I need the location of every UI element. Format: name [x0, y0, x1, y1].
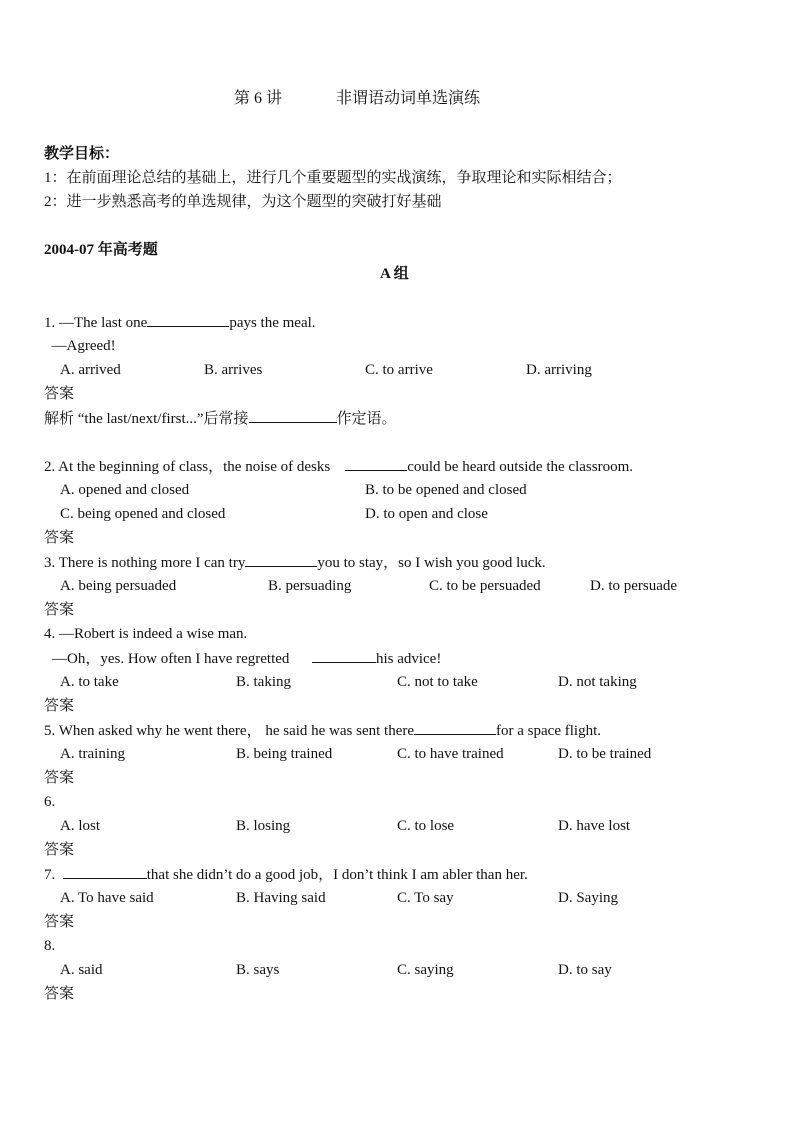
- question-8-stem: 8.: [44, 938, 56, 954]
- q5-stem-end: for a space flight.: [496, 723, 601, 739]
- q1-analysis: [44, 408, 397, 429]
- q3-option-c: C. to be persuaded: [429, 578, 541, 594]
- q6-option-c: C. to lose: [397, 818, 455, 834]
- question-7-stem: [44, 864, 528, 885]
- q3-option-d: D. to persuade: [590, 578, 678, 594]
- q1-blank: [147, 312, 229, 327]
- q2-answer-label: 答案: [44, 530, 75, 546]
- q5-blank: [414, 720, 496, 735]
- q5-stem-start: 5. When asked why he went there， he said he was sent there: [44, 723, 415, 739]
- q2-option-d: D. to open and close: [365, 506, 488, 522]
- q6-option-b: B. losing: [236, 818, 291, 834]
- q2-stem-end: could be heard outside the classroom.: [407, 459, 633, 475]
- q7-stem-end: that she didn’t do a good job，I don’t think I am abler than her.: [146, 867, 528, 883]
- question-4-stem: 4. —Robert is indeed a wise man.: [44, 626, 248, 642]
- q7-option-c: C. To say: [397, 890, 454, 906]
- q2-blank: [345, 456, 407, 471]
- question-4-reply: [52, 648, 441, 669]
- q3-stem-end: you to stay，so I wish you good luck.: [317, 555, 546, 571]
- q1-option-b: B. arrives: [204, 362, 263, 378]
- q7-option-d: D. Saying: [558, 890, 618, 906]
- q4-option-d: D. not taking: [558, 674, 637, 690]
- question-5-stem: [44, 720, 601, 741]
- q1-stem-start: 1. —The last one: [44, 315, 148, 331]
- q7-blank: [63, 864, 147, 879]
- q3-blank: [245, 552, 317, 567]
- q8-option-a: A. said: [60, 962, 103, 978]
- q7-answer-label: 答案: [44, 914, 75, 930]
- q5-option-d: D. to be trained: [558, 746, 652, 762]
- q5-option-b: B. being trained: [236, 746, 333, 762]
- q4-blank: [312, 648, 376, 663]
- q8-option-c: C. saying: [397, 962, 454, 978]
- q1-answer-label: 答案: [44, 386, 75, 402]
- question-1-reply: —Agreed!: [51, 338, 116, 354]
- q1-option-d: D. arriving: [526, 362, 592, 378]
- q3-option-a: A. being persuaded: [60, 578, 177, 594]
- goals-heading: 教学目标：: [44, 146, 120, 162]
- q8-option-b: B. says: [236, 962, 280, 978]
- q1-stem-end: pays the meal.: [229, 315, 316, 331]
- q6-option-a: A. lost: [60, 818, 101, 834]
- q3-option-b: B. persuading: [268, 578, 352, 594]
- question-3-stem: [44, 552, 546, 573]
- goal-item-2: 2：进一步熟悉高考的单选规律，为这个题型的突破打好基础: [44, 194, 442, 210]
- q1-analysis-blank: [249, 408, 337, 423]
- q4-reply-end: his advice!: [375, 651, 442, 667]
- q6-option-d: D. have lost: [558, 818, 631, 834]
- q5-option-c: C. to have trained: [397, 746, 504, 762]
- page-title: 非谓语动词单选演练: [336, 90, 481, 107]
- section-heading: 2004-07 年高考题: [44, 242, 158, 258]
- q7-option-b: B. Having said: [236, 890, 326, 906]
- q2-option-c: C. being opened and closed: [60, 506, 226, 522]
- q1-option-a: A. arrived: [60, 362, 121, 378]
- q1-option-c: C. to arrive: [365, 362, 433, 378]
- q2-option-a: A. opened and closed: [60, 482, 190, 498]
- q7-stem-start: 7.: [44, 867, 56, 883]
- q1-analysis-start: 解析 “the last/next/first...”后常接: [44, 411, 249, 427]
- question-6-stem: 6.: [44, 794, 56, 810]
- question-1-stem: [44, 312, 316, 333]
- q5-answer-label: 答案: [44, 770, 75, 786]
- q2-option-b: B. to be opened and closed: [365, 482, 527, 498]
- q4-option-a: A. to take: [60, 674, 119, 690]
- q6-answer-label: 答案: [44, 842, 75, 858]
- q8-answer-label: 答案: [44, 986, 75, 1002]
- q4-option-b: B. taking: [236, 674, 291, 690]
- goal-item-1: 1：在前面理论总结的基础上，进行几个重要题型的实战演练，争取理论和实际相结合；: [44, 170, 622, 186]
- q4-reply-start: —Oh，yes. How often I have regretted: [52, 651, 290, 667]
- q8-option-d: D. to say: [558, 962, 612, 978]
- q3-stem-start: 3. There is nothing more I can try: [44, 555, 246, 571]
- q4-answer-label: 答案: [44, 698, 75, 714]
- q5-option-a: A. training: [60, 746, 125, 762]
- q1-analysis-end: 作定语。: [336, 411, 397, 427]
- group-heading: A 组: [380, 266, 409, 282]
- lecture-number: 第 6 讲: [234, 90, 283, 107]
- q4-option-c: C. not to take: [397, 674, 478, 690]
- question-2-stem: [44, 456, 633, 477]
- q7-option-a: A. To have said: [60, 890, 154, 906]
- q3-answer-label: 答案: [44, 602, 75, 618]
- q2-stem-start: 2. At the beginning of class，the noise of desks: [44, 459, 331, 475]
